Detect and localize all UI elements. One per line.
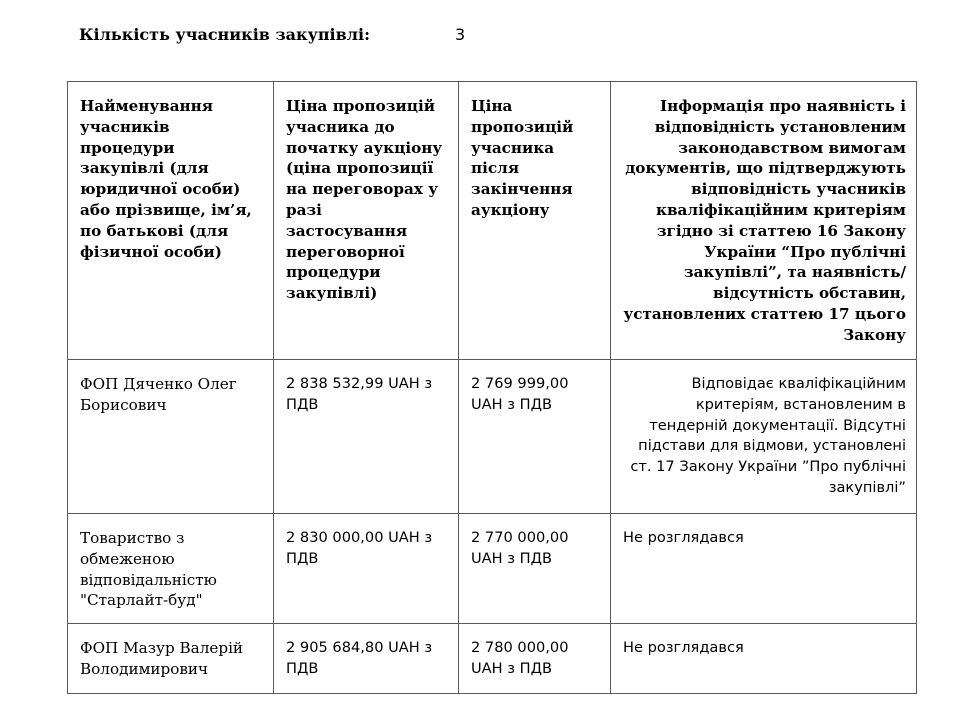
column-header-price-after bbox=[459, 82, 611, 360]
column-header-participant-text: Найменування учасників процедури закупівлі (для юридичної особи) або прізвище, ім’я, по батькові (для фізичної особи) bbox=[80, 97, 252, 261]
table-row bbox=[68, 360, 917, 514]
participant-name-cell bbox=[68, 624, 274, 694]
participant-name-cell bbox=[68, 360, 274, 514]
table-row bbox=[68, 624, 917, 694]
price-before-cell bbox=[274, 624, 459, 694]
qualification-info: Не розглядався bbox=[623, 639, 744, 656]
qualification-info: Відповідає кваліфікаційним критеріям, встановленим в тендерній документації. Відсутні підстави для відмови, установлені ст. 17 Закону України ”Про публічні закупівлі” bbox=[630, 375, 906, 496]
price-after-cell bbox=[459, 360, 611, 514]
participants-count-label: Кількість учасників закупівлі: bbox=[79, 25, 370, 44]
qualification-info-cell bbox=[611, 624, 917, 694]
qualification-info-cell bbox=[611, 360, 917, 514]
price-after-auction: 2 769 999,00 UAH з ПДВ bbox=[471, 375, 569, 413]
bids-table bbox=[67, 81, 917, 694]
participant-name-cell bbox=[68, 514, 274, 624]
column-header-price-before-text: Ціна пропозицій учасника до початку аукціону (ціна пропозиції на переговорах у разі застосування переговорної процедури закупівлі) bbox=[286, 97, 443, 303]
price-after-cell bbox=[459, 624, 611, 694]
price-before-cell bbox=[274, 514, 459, 624]
price-after-cell bbox=[459, 514, 611, 624]
qualification-info: Не розглядався bbox=[623, 529, 744, 546]
column-header-price-after-text: Ціна пропозицій учасника після закінчення аукціону bbox=[471, 97, 574, 219]
table-header-row bbox=[68, 82, 917, 360]
participant-name: Товариство з обмеженою відповідальністю "Старлайт-буд" bbox=[80, 529, 217, 610]
qualification-info-cell bbox=[611, 514, 917, 624]
price-after-auction: 2 780 000,00 UAH з ПДВ bbox=[471, 639, 569, 677]
price-before-auction: 2 905 684,80 UAH з ПДВ bbox=[286, 639, 433, 677]
column-header-price-before bbox=[274, 82, 459, 360]
column-header-qualification-info-text: Інформація про наявність і відповідність установленим законодавством вимогам документів, що підтверджують відповідність учасників кваліфікаційним критеріям згідно зі статтею 16 Закону України “Про публічні закупівлі”, та наявність/відсутність обставин, установлених статтею 17 цього Закону bbox=[623, 97, 906, 344]
column-header-qualification-info bbox=[611, 82, 917, 360]
price-before-cell bbox=[274, 360, 459, 514]
price-before-auction: 2 838 532,99 UAH з ПДВ bbox=[286, 375, 433, 413]
price-before-auction: 2 830 000,00 UAH з ПДВ bbox=[286, 529, 433, 567]
participant-name: ФОП Мазур Валерій Володимирович bbox=[80, 639, 244, 678]
participants-count-value: 3 bbox=[455, 25, 466, 44]
column-header-participant bbox=[68, 82, 274, 360]
participant-name: ФОП Дяченко Олег Борисович bbox=[80, 375, 237, 414]
table-row bbox=[68, 514, 917, 624]
price-after-auction: 2 770 000,00 UAH з ПДВ bbox=[471, 529, 569, 567]
